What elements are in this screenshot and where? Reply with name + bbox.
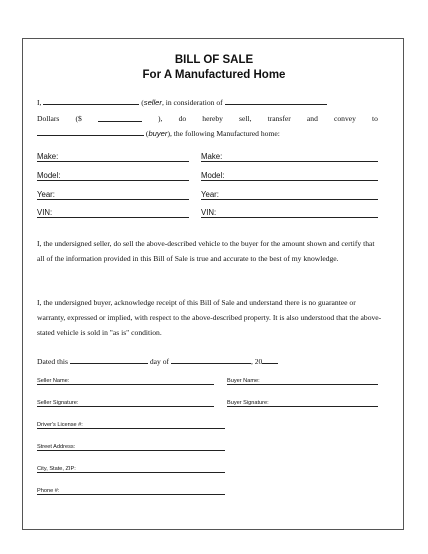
buyer-name-field[interactable]: Buyer Name:	[227, 377, 378, 385]
word-dollars: Dollars	[37, 114, 60, 123]
day-blank[interactable]	[70, 356, 148, 364]
vin-field-right[interactable]: VIN:	[201, 207, 378, 218]
intro-line-3: (buyer), the following Manufactured home:	[37, 128, 280, 139]
model-field-left[interactable]: Model:	[37, 170, 189, 181]
buyer-label: buyer	[148, 129, 168, 138]
year-blank[interactable]	[262, 356, 278, 364]
city-state-zip-field[interactable]: City, State, ZIP:	[37, 465, 225, 473]
dated-line	[37, 356, 278, 367]
buyer-signature-field[interactable]: Buyer Signature:	[227, 399, 378, 407]
word-convey: convey	[334, 114, 356, 123]
word-sell: sell,	[239, 114, 252, 123]
word-hereby: hereby	[202, 114, 223, 123]
intro-line-1: I, (seller, in consideration of	[37, 97, 327, 108]
month-blank[interactable]	[171, 356, 251, 364]
seller-name-field[interactable]: Seller Name:	[37, 377, 214, 385]
make-field-left[interactable]: Make:	[37, 151, 189, 162]
form-border	[22, 38, 404, 530]
buyer-statement: I, the undersigned buyer, acknowledge receipt of this Bill of Sale and understand there is no guarantee or warranty, expressed or implied, with respect to the above-described property. It is also understood that the above-stated vehicle is sold in "as is" condition.	[37, 298, 382, 337]
word-and: and	[306, 114, 318, 123]
intro-line-2	[37, 114, 378, 123]
intro-consideration: , in consideration of	[161, 98, 223, 107]
consideration-blank[interactable]	[225, 97, 327, 105]
dated-prefix: Dated this	[37, 357, 69, 366]
seller-statement: I, the undersigned seller, do sell the above-described vehicle to the buyer for the amount shown and certify that all of the information provided in this Bill of Sale is true and accurate to the best of my knowledge.	[37, 239, 375, 263]
form-subtitle: For A Manufactured Home	[142, 69, 286, 81]
word-to: to	[372, 114, 378, 123]
street-address-field[interactable]: Street Address:	[37, 443, 225, 451]
seller-label: seller	[143, 98, 162, 107]
day-of-text: day of	[149, 357, 170, 366]
model-field-right[interactable]: Model:	[201, 170, 378, 181]
form-title: BILL OF SALE	[174, 54, 254, 66]
intro-following: , the following Manufactured home:	[169, 129, 280, 138]
word-paren-dollar: ($	[75, 114, 82, 123]
phone-field[interactable]: Phone #:	[37, 487, 225, 495]
intro-prefix: I,	[37, 98, 42, 107]
year-field-right[interactable]: Year:	[201, 189, 378, 200]
vin-field-left[interactable]: VIN:	[37, 207, 189, 218]
seller-name-blank[interactable]	[43, 97, 139, 105]
word-transfer: transfer	[267, 114, 291, 123]
year-field-left[interactable]: Year:	[37, 189, 189, 200]
buyer-name-blank[interactable]	[37, 128, 144, 136]
seller-signature-field[interactable]: Seller Signature:	[37, 399, 214, 407]
word-do: do	[178, 114, 187, 123]
drivers-license-field[interactable]: Driver's License #:	[37, 421, 225, 429]
amount-blank[interactable]	[98, 114, 142, 122]
year-prefix: , 20	[250, 357, 263, 366]
make-field-right[interactable]: Make:	[201, 151, 378, 162]
word-close-paren: ),	[158, 114, 163, 123]
